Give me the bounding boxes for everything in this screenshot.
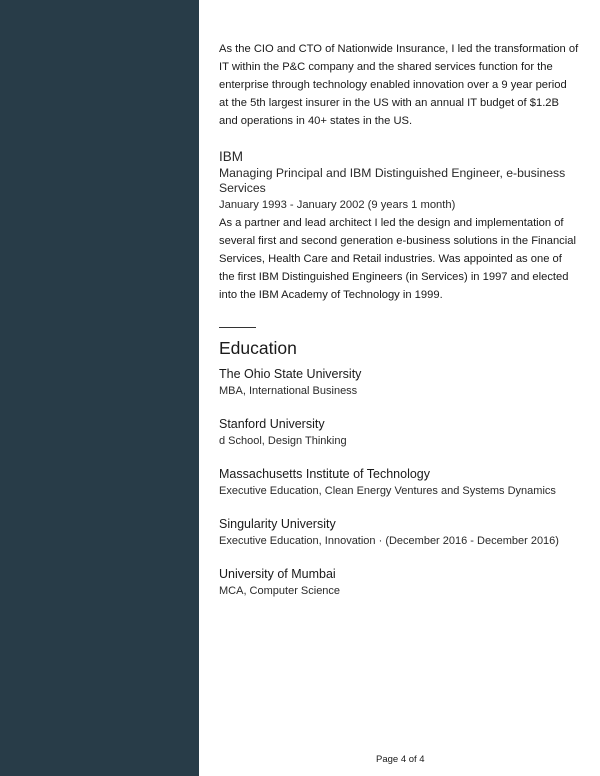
job-dates: January 1993 - January 2002 (9 years 1 month) [219,199,456,211]
education-item [219,516,579,548]
education-school: Massachusetts Institute of Technology [219,467,430,481]
education-degree: Executive Education, Innovation · (December 2016 - December 2016) [219,535,559,547]
job-company: IBM [219,149,244,164]
intro-paragraph: As the CIO and CTO of Nationwide Insurance, I led the transformation of IT within the P&C company and the shared services function for the enterprise through technology enabled innovation over a 9 year period at the 5th largest insurer in the US with an annual IT budget of $1.2B and operations in 40+ states in the US. [219,43,579,127]
job-title: Managing Principal and IBM Distinguished Engineer, e-business Services [219,166,566,195]
section-title-education: Education [219,338,297,358]
education-degree: Executive Education, Clean Energy Ventures and Systems Dynamics [219,485,556,497]
education-degree: d School, Design Thinking [219,435,347,447]
sidebar-panel [0,0,199,776]
page-number: Page 4 of 4 [376,754,425,765]
education-item [219,566,579,598]
education-school: The Ohio State University [219,367,362,381]
section-divider [219,327,256,328]
job-description: As a partner and lead architect I led the design and implementation of several first and second generation e-business solutions in the Financial Services, Health Care and Retail industries. Was appointed as one of the first IBM Distinguished Engineers (in Services) in 1997 and elected into the IBM Academy of Technology in 1999. [219,217,576,301]
education-school: Singularity University [219,517,336,531]
education-school: Stanford University [219,417,325,431]
education-item [219,466,579,498]
education-degree: MCA, Computer Science [219,585,341,597]
education-item [219,366,579,398]
job-entry [219,148,579,304]
education-school: University of Mumbai [219,567,336,581]
education-degree: MBA, International Business [219,385,358,397]
education-item [219,416,579,448]
